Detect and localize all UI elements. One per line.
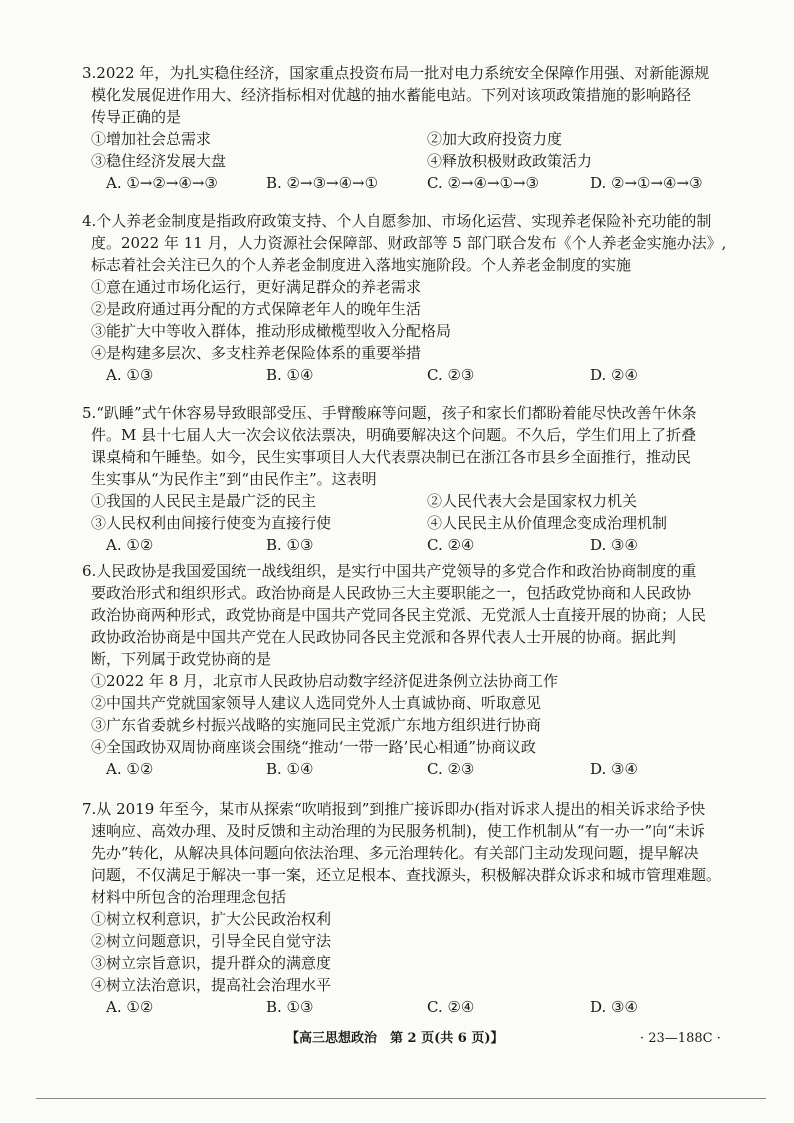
answer-options <box>82 172 742 194</box>
question-stem-line: 5.“趴睡”式午休容易导致眼部受压、手臂酸麻等问题，孩子和家长们都盼着能尽快改善午休条 <box>82 404 697 422</box>
question-stem-line: 生实事从“为民作主”到“由民作主”。这表明 <box>91 470 377 488</box>
option-a: A. ①→②→④→③ <box>106 174 218 192</box>
statement: ③树立宗旨意识，提升群众的满意度 <box>91 954 332 972</box>
option-c: C. ②→④→①→③ <box>427 174 539 192</box>
statement: ②人民代表大会是国家权力机关 <box>427 492 638 510</box>
question-4 <box>82 210 742 386</box>
option-d: D. ③④ <box>590 536 638 554</box>
question-stem-line: 度。2022 年 11 月，人力资源社会保障部、财政部等 5 部门联合发布《个人养老金实施办法》, <box>91 234 727 252</box>
statement: ③能扩大中等收入群体，推动形成橄榄型收入分配格局 <box>91 322 452 340</box>
statement: ②树立问题意识，引导全民自觉守法 <box>91 932 332 950</box>
option-a: A. ①③ <box>106 366 154 384</box>
option-c: C. ②③ <box>427 366 475 384</box>
option-b: B. ①④ <box>266 760 314 778</box>
question-stem-line: 政协政治协商是中国共产党在人民政协同各民主党派和各界代表人士开展的协商。据此判 <box>91 628 677 646</box>
option-d: D. ②④ <box>590 366 638 384</box>
option-b: B. ②→③→④→① <box>266 174 379 192</box>
statement-pair <box>82 128 742 150</box>
statement: ②是政府通过再分配的方式保障老年人的晚年生活 <box>91 300 422 318</box>
question-5 <box>82 402 742 556</box>
option-a: A. ①② <box>106 536 154 554</box>
footer-divider <box>36 1098 766 1099</box>
statement: ①树立权利意识，扩大公民政治权利 <box>91 910 332 928</box>
statement: ③稳住经济发展大盘 <box>91 152 227 170</box>
question-stem-line: 6.人民政协是我国爱国统一战线组织，是实行中国共产党领导的多党合作和政治协商制度的重 <box>82 562 697 580</box>
question-3 <box>82 62 742 194</box>
question-stem-line: 断，下列属于政党协商的是 <box>91 650 272 668</box>
question-stem-line: 件。M 县十七届人大一次会议依法票决，明确要解决这个问题。不久后，学生们用上了折叠 <box>91 426 697 444</box>
answer-options <box>82 534 742 556</box>
statement: ④人民民主从价值理念变成治理机制 <box>427 514 668 532</box>
option-a: A. ①② <box>106 760 154 778</box>
statement: ①意在通过市场化运行，更好满足群众的养老需求 <box>91 278 422 296</box>
page-number-label: 【高三思想政治 第 2 页(共 6 页)】 <box>286 1031 504 1046</box>
question-stem-line: 政治协商两种形式，政党协商是中国共产党同各民主党派、无党派人士直接开展的协商；人民 <box>91 606 707 624</box>
statement-pair <box>82 150 742 172</box>
statement: ④树立法治意识，提高社会治理水平 <box>91 976 332 994</box>
option-a: A. ①② <box>106 998 154 1016</box>
question-stem-line: 要政治形式和组织形式。政治协商是人民政协三大主要职能之一，包括政党协商和人民政协 <box>91 584 692 602</box>
statement-pair <box>82 512 742 534</box>
statement: ①我国的人民民主是最广泛的民主 <box>91 492 317 510</box>
question-stem-line: 材料中所包含的治理理念包括 <box>91 888 287 906</box>
statement-pair <box>82 490 742 512</box>
statement: ③人民权利由间接行使变为直接行使 <box>91 514 332 532</box>
option-b: B. ①④ <box>266 366 314 384</box>
option-c: C. ②③ <box>427 760 475 778</box>
statement: ②中国共产党就国家领导人建议人选同党外人士真诚协商、听取意见 <box>91 694 542 712</box>
option-b: B. ①③ <box>266 536 314 554</box>
page-footer <box>0 1028 794 1050</box>
answer-options <box>82 996 742 1018</box>
option-d: D. ③④ <box>590 998 638 1016</box>
exam-code: · 23—188C · <box>640 1031 721 1046</box>
question-stem-line: 7.从 2019 年至今，某市从探索“吹哨报到”到推广接诉即办(指对诉求人提出的相关诉求给予快 <box>82 800 706 818</box>
statement: ④释放积极财政政策活力 <box>427 152 593 170</box>
option-c: C. ②④ <box>427 998 475 1016</box>
question-stem-line: 先办”转化，从解决具体问题向依法治理、多元治理转化。有关部门主动发现问题，提早解决 <box>91 844 699 862</box>
question-stem-line: 传导正确的是 <box>91 108 182 126</box>
statement: ③广东省委就乡村振兴战略的实施同民主党派广东地方组织进行协商 <box>91 716 542 734</box>
answer-options <box>82 758 742 780</box>
question-stem-line: 速响应、高效办理、及时反馈和主动治理的为民服务机制)，使工作机制从“有一办一”向“未诉 <box>91 822 705 840</box>
answer-options <box>82 364 742 386</box>
statement: ①2022 年 8 月，北京市人民政协启动数字经济促进条例立法协商工作 <box>91 672 559 690</box>
statement: ②加大政府投资力度 <box>427 130 563 148</box>
option-d: D. ③④ <box>590 760 638 778</box>
question-stem-line: 3.2022 年，为扎实稳住经济，国家重点投资布局一批对电力系统安全保障作用强、对新能源规 <box>82 64 710 82</box>
statement: ④是构建多层次、多支柱养老保险体系的重要举措 <box>91 344 422 362</box>
question-7 <box>82 798 742 1018</box>
question-stem-line: 4.个人养老金制度是指政府政策支持、个人自愿参加、市场化运营、实现养老保险补充功能的制 <box>82 212 712 230</box>
question-stem-line: 标志着社会关注已久的个人养老金制度进入落地实施阶段。个人养老金制度的实施 <box>91 256 632 274</box>
option-b: B. ①③ <box>266 998 314 1016</box>
option-c: C. ②④ <box>427 536 475 554</box>
statement: ①增加社会总需求 <box>91 130 212 148</box>
question-stem-line: 模化发展促进作用大、经济指标相对优越的抽水蓄能电站。下列对该项政策措施的影响路径 <box>91 86 692 104</box>
statement: ④全国政协双周协商座谈会围绕“推动‘一带一路’民心相通”协商议政 <box>91 738 536 756</box>
question-stem-line: 课桌椅和午睡垫。如今，民生实事项目人大代表票决制已在浙江各市县乡全面推行，推动民 <box>91 448 692 466</box>
question-6 <box>82 560 742 780</box>
option-d: D. ②→①→④→③ <box>590 174 703 192</box>
question-stem-line: 问题，不仅满足于解决一事一案，还立足根本、查找源头，积极解决群众诉求和城市管理难题。 <box>91 866 722 884</box>
